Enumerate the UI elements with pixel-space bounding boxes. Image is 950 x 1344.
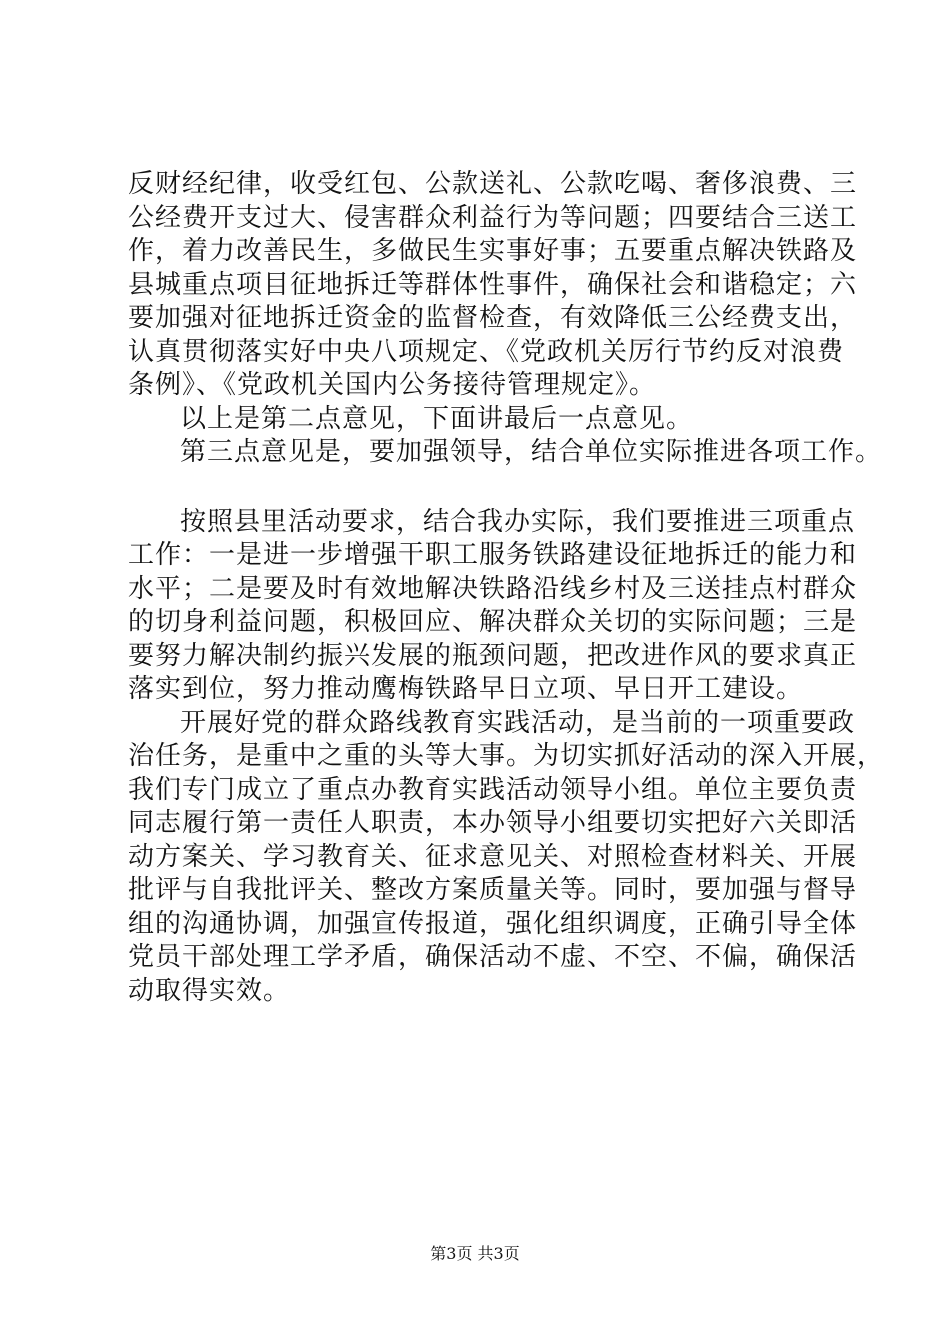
text-line: 反财经纪律，收受红包、公款送礼、公款吃喝、奢侈浪费、三 [128, 169, 858, 199]
paragraph-5 [128, 707, 885, 1009]
text-line: 公经费开支过大、侵害群众利益行为等问题；四要结合三送工 [128, 202, 858, 233]
text-line: 我们专门成立了重点办教育实践活动领导小组。单位主要负责 [128, 774, 858, 805]
paragraph-4 [128, 506, 858, 707]
paragraph-2 [128, 403, 840, 437]
text-line: 动取得实效。 [128, 975, 291, 1006]
text-line: 的切身利益问题，积极回应、解决群众关切的实际问题；三是 [128, 607, 858, 637]
text-line: 同志履行第一责任人职责，本办领导小组要切实把好六关即活 [128, 808, 858, 838]
text-line: 作，着力改善民生，多做民生实事好事；五要重点解决铁路及 [128, 236, 858, 266]
text-line: 工作：一是进一步增强干职工服务铁路建设征地拆迁的能力和 [128, 540, 858, 570]
text-line: 第三点意见是，要加强领导，结合单位实际推进各项工作。 [180, 437, 883, 467]
document-body [128, 168, 885, 1008]
text-line: 条例》、《党政机关国内公务接待管理规定》。 [128, 370, 657, 400]
text-line: 要努力解决制约振兴发展的瓶颈问题，把改进作风的要求真正 [128, 640, 858, 671]
text-line: 批评与自我批评关、整改方案质量关等。同时，要加强与督导 [128, 875, 858, 905]
text-line: 水平；二是要及时有效地解决铁路沿线乡村及三送挂点村群众 [128, 573, 858, 604]
text-line: 党员干部处理工学矛盾，确保活动不虚、不空、不偏，确保活 [128, 942, 858, 972]
page-number: 第3页 共3页 [430, 1244, 520, 1263]
text-line: 开展好党的群众路线教育实践活动，是当前的一项重要政 [180, 707, 856, 738]
paragraph-gap [128, 470, 840, 506]
text-line: 动方案关、学习教育关、征求意见关、对照检查材料关、开展 [128, 841, 858, 872]
text-line: 以上是第二点意见，下面讲最后一点意见。 [180, 403, 694, 434]
text-line: 要加强对征地拆迁资金的监督检查，有效降低三公经费支出， [128, 303, 858, 333]
paragraph-1 [128, 168, 858, 403]
page-footer [0, 1244, 950, 1264]
text-line: 治任务，是重中之重的头等大事。为切实抓好活动的深入开展， [128, 741, 885, 771]
text-line: 组的沟通协调，加强宣传报道，强化组织调度，正确引导全体 [128, 908, 858, 939]
text-line: 按照县里活动要求，结合我办实际，我们要推进三项重点 [180, 506, 856, 537]
text-line: 县城重点项目征地拆迁等群体性事件，确保社会和谐稳定；六 [128, 269, 858, 300]
text-line: 认真贯彻落实好中央八项规定、《党政机关厉行节约反对浪费 [128, 336, 845, 367]
text-line: 落实到位，努力推动鹰梅铁路早日立项、早日开工建设。 [128, 674, 804, 704]
paragraph-3 [128, 436, 883, 470]
